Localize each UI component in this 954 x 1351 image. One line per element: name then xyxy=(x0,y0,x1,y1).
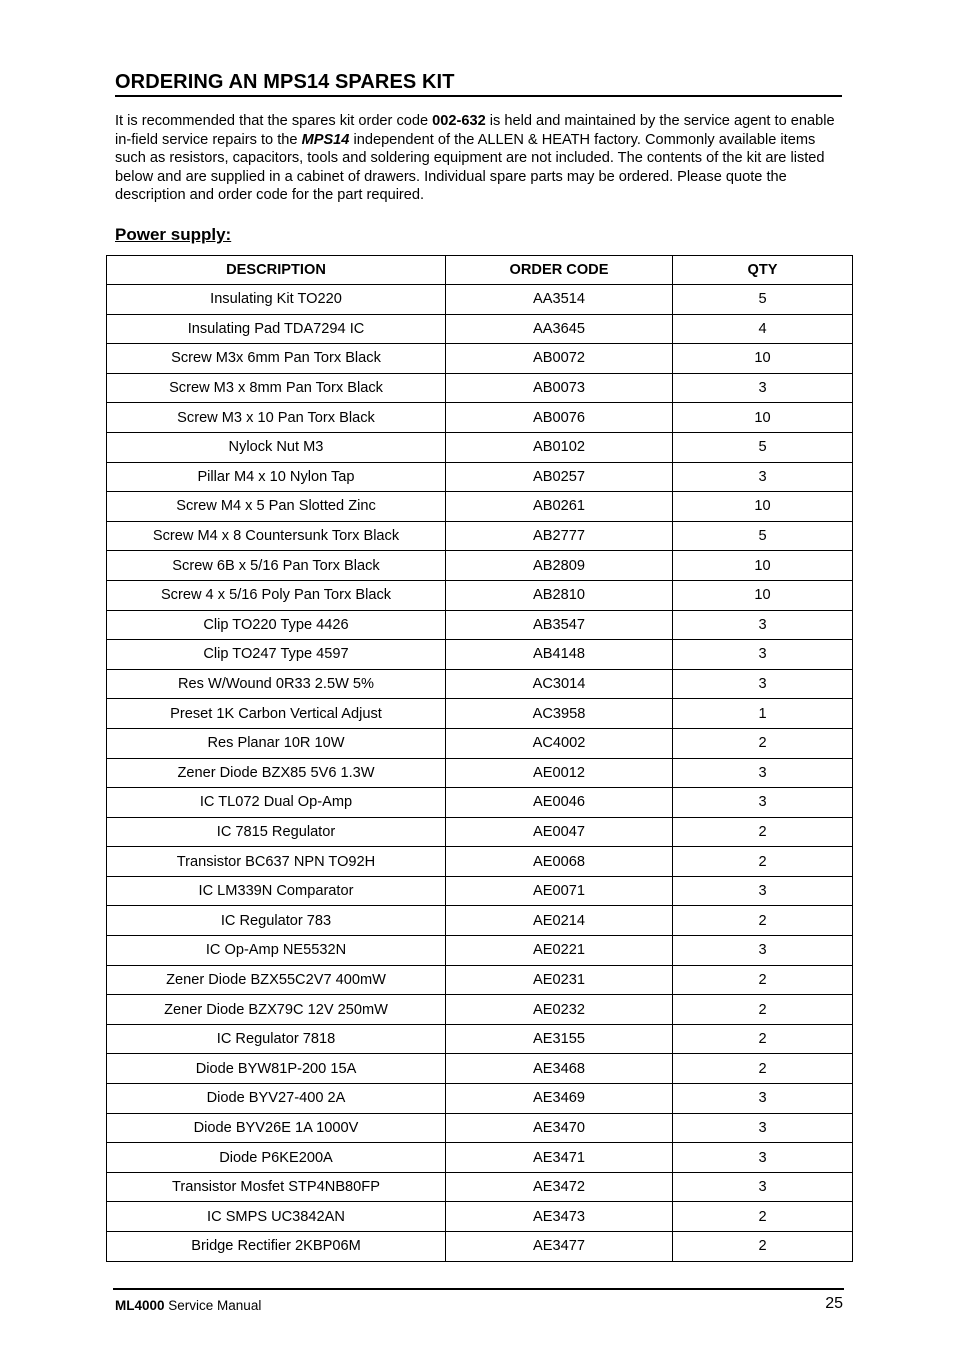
cell-description: Diode P6KE200A xyxy=(107,1143,446,1173)
cell-order-code: AB0257 xyxy=(446,462,673,492)
table-row xyxy=(107,610,853,640)
cell-qty: 2 xyxy=(673,847,853,877)
table-row xyxy=(107,1054,853,1084)
intro-text-1: It is recommended that the spares kit order code xyxy=(115,113,433,129)
footer-manual-label: Service Manual xyxy=(164,1298,262,1313)
table-row xyxy=(107,344,853,374)
cell-qty: 2 xyxy=(673,1202,853,1232)
cell-qty: 5 xyxy=(673,432,853,462)
table-row xyxy=(107,699,853,729)
cell-qty: 3 xyxy=(673,758,853,788)
cell-qty: 3 xyxy=(673,1113,853,1143)
cell-description: Insulating Pad TDA7294 IC xyxy=(107,314,446,344)
cell-order-code: AE3471 xyxy=(446,1143,673,1173)
cell-description: Pillar M4 x 10 Nylon Tap xyxy=(107,462,446,492)
cell-description: IC Op-Amp NE5532N xyxy=(107,936,446,966)
cell-order-code: AE0214 xyxy=(446,906,673,936)
cell-qty: 1 xyxy=(673,699,853,729)
cell-qty: 2 xyxy=(673,817,853,847)
table-row xyxy=(107,492,853,522)
cell-order-code: AB2810 xyxy=(446,580,673,610)
cell-order-code: AB3547 xyxy=(446,610,673,640)
table-row xyxy=(107,788,853,818)
cell-qty: 4 xyxy=(673,314,853,344)
cell-description: Zener Diode BZX85 5V6 1.3W xyxy=(107,758,446,788)
cell-description: Zener Diode BZX79C 12V 250mW xyxy=(107,995,446,1025)
section-title: Power supply: xyxy=(115,225,232,244)
table-row xyxy=(107,728,853,758)
cell-qty: 2 xyxy=(673,995,853,1025)
table-row xyxy=(107,1202,853,1232)
cell-description: Screw 6B x 5/16 Pan Torx Black xyxy=(107,551,446,581)
table-row xyxy=(107,432,853,462)
cell-qty: 3 xyxy=(673,788,853,818)
header-description: DESCRIPTION xyxy=(107,256,446,285)
cell-description: Diode BYV27-400 2A xyxy=(107,1084,446,1114)
header-order-code: ORDER CODE xyxy=(446,256,673,285)
cell-order-code: AE3469 xyxy=(446,1084,673,1114)
cell-description: Zener Diode BZX55C2V7 400mW xyxy=(107,965,446,995)
cell-description: Res W/Wound 0R33 2.5W 5% xyxy=(107,669,446,699)
cell-qty: 5 xyxy=(673,521,853,551)
table-row xyxy=(107,1232,853,1262)
cell-description: IC Regulator 7818 xyxy=(107,1024,446,1054)
cell-qty: 10 xyxy=(673,344,853,374)
table-row xyxy=(107,758,853,788)
cell-description: IC SMPS UC3842AN xyxy=(107,1202,446,1232)
table-body xyxy=(107,285,853,1262)
cell-order-code: AC3958 xyxy=(446,699,673,729)
table-row xyxy=(107,847,853,877)
cell-qty: 3 xyxy=(673,1084,853,1114)
cell-description: Bridge Rectifier 2KBP06M xyxy=(107,1232,446,1262)
cell-order-code: AE3473 xyxy=(446,1202,673,1232)
cell-order-code: AB4148 xyxy=(446,640,673,670)
cell-order-code: AC3014 xyxy=(446,669,673,699)
cell-description: Clip TO220 Type 4426 xyxy=(107,610,446,640)
cell-description: Diode BYV26E 1A 1000V xyxy=(107,1113,446,1143)
table-row xyxy=(107,876,853,906)
table-row xyxy=(107,314,853,344)
table-row xyxy=(107,1143,853,1173)
cell-order-code: AE0071 xyxy=(446,876,673,906)
cell-order-code: AB0072 xyxy=(446,344,673,374)
cell-order-code: AE0068 xyxy=(446,847,673,877)
cell-order-code: AE3155 xyxy=(446,1024,673,1054)
page-title: ORDERING AN MPS14 SPARES KIT xyxy=(115,70,842,97)
cell-description: Screw M3 x 10 Pan Torx Black xyxy=(107,403,446,433)
cell-order-code: AB0261 xyxy=(446,492,673,522)
cell-qty: 3 xyxy=(673,876,853,906)
cell-order-code: AB0102 xyxy=(446,432,673,462)
table-row xyxy=(107,521,853,551)
cell-qty: 3 xyxy=(673,640,853,670)
cell-qty: 2 xyxy=(673,728,853,758)
cell-order-code: AA3645 xyxy=(446,314,673,344)
page-number: 25 xyxy=(825,1295,843,1312)
cell-order-code: AE0232 xyxy=(446,995,673,1025)
cell-qty: 10 xyxy=(673,580,853,610)
table-row xyxy=(107,551,853,581)
table-row xyxy=(107,640,853,670)
cell-order-code: AE0046 xyxy=(446,788,673,818)
intro-text-3: independent of the ALLEN & HEATH factory. Commonly available items such as resistors, capacitors, tools and soldering equipment are not included. The contents of the kit are listed below and are supplied in a cabinet of drawers. Individual spare parts may be ordered. Please quote the description and order code for the part required. xyxy=(115,131,825,203)
cell-qty: 3 xyxy=(673,373,853,403)
table-row xyxy=(107,285,853,315)
cell-description: Transistor BC637 NPN TO92H xyxy=(107,847,446,877)
cell-description: IC LM339N Comparator xyxy=(107,876,446,906)
table-row xyxy=(107,1084,853,1114)
product-name: MPS14 xyxy=(301,131,350,148)
footer-manual-title xyxy=(115,1298,261,1313)
cell-order-code: AE3472 xyxy=(446,1172,673,1202)
cell-qty: 2 xyxy=(673,1232,853,1262)
cell-description: Insulating Kit TO220 xyxy=(107,285,446,315)
table-row xyxy=(107,669,853,699)
footer-model: ML4000 xyxy=(115,1298,165,1313)
cell-description: Screw M3 x 8mm Pan Torx Black xyxy=(107,373,446,403)
table-row xyxy=(107,906,853,936)
cell-description: Diode BYW81P-200 15A xyxy=(107,1054,446,1084)
cell-qty: 3 xyxy=(673,1143,853,1173)
cell-qty: 2 xyxy=(673,906,853,936)
cell-qty: 3 xyxy=(673,1172,853,1202)
cell-description: Screw M4 x 5 Pan Slotted Zinc xyxy=(107,492,446,522)
cell-description: Nylock Nut M3 xyxy=(107,432,446,462)
cell-order-code: AE3477 xyxy=(446,1232,673,1262)
table-row xyxy=(107,817,853,847)
cell-qty: 10 xyxy=(673,551,853,581)
cell-qty: 3 xyxy=(673,669,853,699)
table-row xyxy=(107,373,853,403)
intro-paragraph xyxy=(115,112,845,205)
cell-order-code: AE3468 xyxy=(446,1054,673,1084)
cell-qty: 3 xyxy=(673,610,853,640)
cell-order-code: AE0012 xyxy=(446,758,673,788)
cell-qty: 3 xyxy=(673,462,853,492)
cell-qty: 2 xyxy=(673,965,853,995)
intro-text-2: is held and maintained by the service agent to enable in-field service repairs to the xyxy=(115,113,835,148)
footer-divider xyxy=(113,1288,844,1290)
cell-description: Transistor Mosfet STP4NB80FP xyxy=(107,1172,446,1202)
kit-order-code: 002-632 xyxy=(432,113,486,129)
cell-order-code: AB2809 xyxy=(446,551,673,581)
cell-description: Clip TO247 Type 4597 xyxy=(107,640,446,670)
table-row xyxy=(107,1024,853,1054)
table-row xyxy=(107,1172,853,1202)
table-row xyxy=(107,403,853,433)
cell-description: Res Planar 10R 10W xyxy=(107,728,446,758)
cell-qty: 10 xyxy=(673,403,853,433)
table-row xyxy=(107,462,853,492)
cell-order-code: AA3514 xyxy=(446,285,673,315)
cell-order-code: AB2777 xyxy=(446,521,673,551)
table-row xyxy=(107,965,853,995)
table-row xyxy=(107,1113,853,1143)
table-header-row xyxy=(107,256,853,285)
cell-qty: 10 xyxy=(673,492,853,522)
cell-order-code: AC4002 xyxy=(446,728,673,758)
cell-order-code: AE0047 xyxy=(446,817,673,847)
table-row xyxy=(107,936,853,966)
cell-order-code: AB0076 xyxy=(446,403,673,433)
cell-order-code: AB0073 xyxy=(446,373,673,403)
cell-description: IC TL072 Dual Op-Amp xyxy=(107,788,446,818)
table-row xyxy=(107,580,853,610)
cell-qty: 3 xyxy=(673,936,853,966)
cell-description: Screw M4 x 8 Countersunk Torx Black xyxy=(107,521,446,551)
cell-order-code: AE0221 xyxy=(446,936,673,966)
header-qty: QTY xyxy=(673,256,853,285)
cell-qty: 5 xyxy=(673,285,853,315)
cell-description: Preset 1K Carbon Vertical Adjust xyxy=(107,699,446,729)
cell-qty: 2 xyxy=(673,1024,853,1054)
cell-order-code: AE0231 xyxy=(446,965,673,995)
cell-description: Screw 4 x 5/16 Poly Pan Torx Black xyxy=(107,580,446,610)
cell-order-code: AE3470 xyxy=(446,1113,673,1143)
cell-description: IC Regulator 783 xyxy=(107,906,446,936)
cell-description: Screw M3x 6mm Pan Torx Black xyxy=(107,344,446,374)
table-row xyxy=(107,995,853,1025)
cell-description: IC 7815 Regulator xyxy=(107,817,446,847)
parts-table xyxy=(106,255,853,1262)
cell-qty: 2 xyxy=(673,1054,853,1084)
